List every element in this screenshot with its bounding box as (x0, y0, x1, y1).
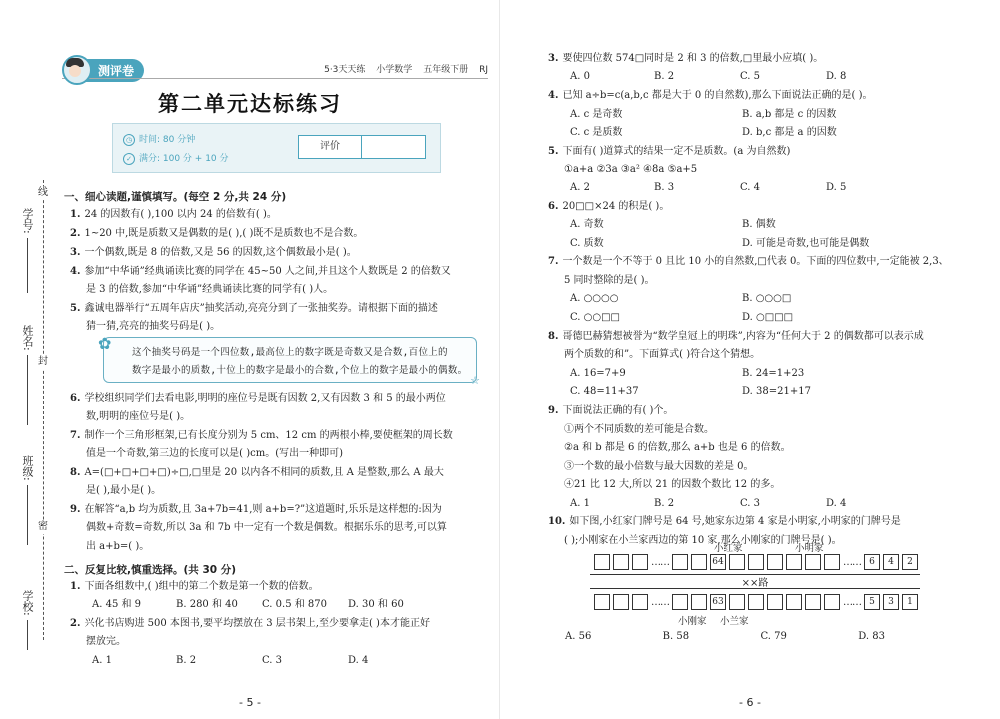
house-6: 6 (864, 554, 880, 570)
question-number: 1. (70, 209, 81, 220)
hint-line: 这个抽奖号码是一个四位数,最高位上的数字既是奇数又是合数,百位上的 (132, 347, 448, 358)
school-field (14, 590, 40, 650)
question-number: 5. (548, 146, 559, 157)
question-text: 是( ),最小是( )。 (86, 485, 162, 496)
evaluation-blank[interactable] (362, 136, 425, 158)
question-number: 3. (70, 247, 81, 258)
house-box (632, 594, 648, 610)
house-box (613, 594, 629, 610)
question-line (86, 484, 161, 498)
badge-label: 测评卷 (84, 59, 144, 82)
question-text: ④21 比 12 大,所以 21 的因数个数比 12 的多。 (564, 479, 781, 490)
question-text: A=(□+□+□+□)÷□,□里是 20 以内各不相同的质数,且 A 是整数,那么 A 最大 (84, 467, 444, 478)
bow-icon: ✿ (98, 334, 112, 353)
question-line (548, 200, 669, 214)
binding-line (43, 180, 44, 640)
score-text: 满分: 100 分 + 10 分 (139, 154, 229, 164)
house-box (786, 594, 802, 610)
ellipsis: …… (651, 596, 669, 608)
option-item[interactable]: C. c 是质数 (570, 127, 623, 138)
cut-mark-seal: 封 (38, 356, 48, 367)
question-number: 6. (70, 393, 81, 404)
house-box (691, 554, 707, 570)
road-name: ××路 (741, 578, 769, 589)
house-3: 3 (883, 594, 899, 610)
option-c[interactable]: C. 5 (740, 71, 761, 82)
section-heading (64, 562, 236, 577)
xiaogang-label: 小刚家 (678, 616, 707, 627)
option-item[interactable]: D. ○□□□ (742, 312, 794, 323)
score-row (123, 151, 229, 165)
name-field (14, 325, 40, 425)
question-text: 数,明明的座位号是( )。 (86, 411, 191, 422)
option-c[interactable]: C. 79 (760, 631, 787, 642)
question-text: 一、细心读题,谨慎填写。(每空 2 分,共 24 分) (64, 191, 287, 203)
question-number: 3. (548, 53, 559, 64)
question-line (564, 348, 760, 362)
house-box (613, 554, 629, 570)
question-number: 5. (70, 303, 81, 314)
house-box (672, 554, 688, 570)
street-diagram (590, 538, 920, 628)
xiaoming-label: 小明家 (795, 543, 824, 554)
option-a[interactable]: A. 2 (570, 182, 590, 193)
question-number: 6. (548, 201, 559, 212)
option-c[interactable]: C. 4 (740, 182, 761, 193)
house-5: 5 (864, 594, 880, 610)
house-box (805, 554, 821, 570)
question-number: 4. (548, 90, 559, 101)
option-d[interactable]: D. 5 (826, 182, 847, 193)
question-text: 制作一个三角形框架,已有长度分别为 5 cm、12 cm 的两根小棒,要使框架的周长数 (84, 430, 453, 441)
question-text: 是 3 的倍数,参加“中华诵”经典诵读比赛的同学有( )人。 (86, 284, 334, 295)
question-text: 值是一个奇数,第三边的长度可以是( )cm。(写出一种即可) (86, 448, 344, 459)
question-text: 摆放完。 (86, 636, 126, 647)
question-text: 参加“中华诵”经典诵读比赛的同学在 45~50 人之间,并且这个人数既是 2 的倍数又 (84, 266, 451, 277)
option-d[interactable]: D. 8 (826, 71, 847, 82)
option-b[interactable]: B. 2 (654, 71, 675, 82)
question-number: 7. (548, 256, 559, 267)
option-b[interactable]: B. 58 (662, 631, 690, 642)
option-d[interactable]: D. 30 和 60 (348, 599, 404, 610)
option-a[interactable]: A. 56 (565, 631, 592, 642)
question-text: 如下图,小红家门牌号是 64 号,她家东边第 4 家是小明家,小明家的门牌号是 (569, 516, 901, 527)
question-text: 鑫诚电器举行“五周年店庆”抽奖活动,亮亮分到了一张抽奖券。请根据下面的描述 (84, 303, 438, 314)
question-line (70, 227, 363, 241)
question-line (70, 302, 438, 316)
question-line (70, 503, 442, 517)
edition: RJ (479, 65, 488, 75)
question-number: 10. (548, 516, 566, 527)
question-text: 1~20 中,既是质数又是偶数的是( ),( )既不是质数也不是合数。 (84, 228, 364, 239)
option-b[interactable]: B. 3 (654, 182, 675, 193)
question-line (86, 635, 126, 649)
question-text: ③一个数的最小倍数与最大因数的差是 0。 (564, 461, 754, 472)
question-line (86, 521, 447, 535)
option-item[interactable]: D. 可能是奇数,也可能是偶数 (742, 238, 870, 249)
xiaohong-label: 小红家 (714, 543, 743, 554)
ellipsis: …… (843, 596, 861, 608)
house-box (632, 554, 648, 570)
option-a[interactable]: A. 1 (570, 498, 590, 509)
question-text: 要使四位数 574□同时是 2 和 3 的倍数,□里最小应填( )。 (562, 53, 824, 64)
class-label: 班级: (21, 455, 34, 481)
house-box (767, 554, 783, 570)
house-box (786, 554, 802, 570)
option-b[interactable]: B. 2 (654, 498, 675, 509)
section-heading (64, 189, 286, 204)
series-name: 5·3天天练 (324, 65, 366, 75)
question-line (548, 330, 924, 344)
question-line (86, 320, 220, 334)
hint-box (98, 334, 480, 387)
question-text: 在解答“a,b 均为质数,且 3a+7b=41,则 a+b=?”这道题时,乐乐是这样想的:因为 (84, 504, 442, 515)
name-label: 姓名: (21, 325, 34, 351)
question-text: 24 的因数有( ),100 以内 24 的倍数有( )。 (84, 209, 277, 220)
question-line (70, 392, 446, 406)
road-edge-bottom (590, 588, 920, 589)
house-box (824, 554, 840, 570)
question-line (548, 145, 790, 159)
question-text: 一个偶数,既是 8 的倍数,又是 56 的因数,这个偶数最小是( )。 (84, 247, 357, 258)
question-number: 2. (70, 228, 81, 239)
option-c[interactable]: C. 3 (740, 498, 761, 509)
house-box (672, 594, 688, 610)
question-text: 二、反复比较,慎重选择。(共 30 分) (64, 564, 237, 576)
question-text: 学校组织同学们去看电影,明明的座位号是既有因数 2,又有因数 3 和 5 的最小两位 (84, 393, 446, 404)
option-item[interactable]: C. ○○□□ (570, 312, 620, 323)
option-b[interactable]: B. 280 和 40 (176, 599, 238, 610)
question-line (548, 255, 949, 269)
question-number: 8. (548, 331, 559, 342)
question-line (70, 208, 277, 222)
question-text: 下面有( )道算式的结果一定不是质数。(a 为自然数) (562, 146, 791, 157)
header-rule (62, 78, 488, 79)
house-63: 63 (710, 594, 726, 610)
option-item[interactable]: A. ○○○○ (570, 293, 619, 304)
xiaolan-label: 小兰家 (720, 616, 749, 627)
option-item[interactable]: B. 偶数 (742, 219, 776, 230)
option-d[interactable]: D. 4 (826, 498, 847, 509)
q10-options (565, 630, 885, 644)
option-d[interactable]: D. 83 (858, 631, 885, 642)
option-item[interactable]: D. b,c 都是 a 的因数 (742, 127, 837, 138)
question-number: 8. (70, 467, 81, 478)
option-c[interactable]: C. 0.5 和 870 (262, 599, 327, 610)
student-avatar-icon (62, 55, 92, 85)
house-2: 2 (902, 554, 918, 570)
house-box (748, 554, 764, 570)
option-c[interactable]: C. 3 (262, 655, 283, 666)
house-box (594, 594, 610, 610)
option-item[interactable]: B. a,b 都是 c 的因数 (742, 109, 837, 120)
ellipsis: …… (843, 556, 861, 568)
page-number-right: - 6 - (739, 696, 761, 709)
question-line (70, 265, 451, 279)
question-number: 9. (548, 405, 559, 416)
option-item[interactable]: A. 16=7+9 (570, 368, 626, 379)
question-text: 兴化书店购进 500 本图书,要平均摆放在 3 层书架上,至少要拿走( )本才能正好 (84, 618, 430, 629)
question-number: 2. (70, 618, 81, 629)
option-d[interactable]: D. 4 (348, 655, 369, 666)
question-text: ②a 和 b 都是 6 的倍数,那么 a+b 也是 6 的倍数。 (564, 442, 791, 453)
question-text: 两个质数的和”。下面算式( )符合这个猜想。 (564, 349, 761, 360)
option-item[interactable]: C. 质数 (570, 238, 604, 249)
house-64: 64 (710, 554, 726, 570)
test-info-box (112, 123, 441, 173)
north-houses (594, 554, 921, 570)
question-line (548, 515, 901, 529)
clock-icon: ◷ (123, 134, 135, 146)
cut-mark-line: 线 (38, 187, 48, 198)
cut-mark-secret: 密 (38, 521, 48, 532)
question-line (86, 410, 190, 424)
question-line (564, 478, 780, 492)
question-line (70, 466, 444, 480)
question-number: 4. (70, 266, 81, 277)
question-line (548, 52, 823, 66)
question-line (86, 447, 343, 461)
question-text: 哥德巴赫猜想被誉为“数学皇冠上的明珠”,内容为“任何大于 2 的偶数都可以表示成 (562, 331, 924, 342)
house-box (824, 594, 840, 610)
test-badge (62, 55, 144, 85)
option-item[interactable]: D. 38=21+17 (742, 386, 811, 397)
book-info (316, 62, 488, 75)
question-line (548, 89, 873, 103)
question-number: 7. (70, 430, 81, 441)
south-houses (594, 594, 921, 610)
question-text: 一个数是一个不等于 0 且比 10 小的自然数,□代表 0。下面的四位数中,一定能被 2,3、 (562, 256, 949, 267)
question-text: ①a+a ②3a ③a² ④8a ⑤a+5 (564, 164, 698, 175)
ellipsis: …… (651, 556, 669, 568)
option-item[interactable]: B. ○○○□ (742, 293, 792, 304)
house-box (729, 594, 745, 610)
option-item[interactable]: A. 奇数 (570, 219, 604, 230)
time-text: 时间: 80 分钟 (139, 135, 196, 145)
house-box (691, 594, 707, 610)
option-b[interactable]: B. 2 (176, 655, 197, 666)
evaluation-label: 评价 (299, 136, 362, 158)
question-line (70, 580, 319, 594)
page-number-left: - 5 - (239, 696, 261, 709)
question-text: 下面说法正确的有( )个。 (562, 405, 674, 416)
question-line (564, 460, 754, 474)
question-text: 出 a+b=( )。 (86, 541, 150, 552)
question-text: 20□□×24 的积是( )。 (562, 201, 670, 212)
option-a[interactable]: A. 1 (92, 655, 112, 666)
student-id-label: 学号: (21, 208, 34, 234)
page-title: 第二单元达标练习 (158, 92, 342, 116)
question-line (86, 540, 149, 554)
question-text: 下面各组数中,( )组中的第二个数是第一个数的倍数。 (84, 581, 319, 592)
class-field (14, 455, 40, 545)
time-row (123, 132, 195, 146)
question-text: 5 同时整除的是( )。 (564, 275, 655, 286)
question-line (564, 423, 714, 437)
school-label: 学校: (21, 590, 34, 616)
question-line (564, 441, 791, 455)
option-item[interactable]: B. 24=1+23 (742, 368, 805, 379)
question-number: 1. (70, 581, 81, 592)
question-line (548, 404, 673, 418)
question-text: ( );小刚家在小兰家西边的第 10 家,那么小刚家的门牌号是( )。 (564, 535, 842, 546)
question-line (564, 274, 655, 288)
student-id-field (14, 208, 40, 293)
hint-line: 数字是最小的质数,十位上的数字是最小的合数,个位上的数字是最小的偶数。 (132, 365, 468, 376)
evaluation-table (298, 135, 426, 159)
house-box (748, 594, 764, 610)
star-icon: ☆ (470, 374, 480, 387)
house-box (729, 554, 745, 570)
question-line (70, 246, 357, 260)
check-icon: ✓ (123, 153, 135, 165)
question-number: 9. (70, 504, 81, 515)
grade: 五年级下册 (423, 65, 469, 75)
option-a[interactable]: A. 0 (570, 71, 590, 82)
question-line (70, 429, 453, 443)
question-text: 偶数+奇数=奇数,所以 3a 和 7b 中一定有一个数是偶数。根据乐乐的思考,可以算 (86, 522, 447, 533)
question-text: ①两个不同质数的差可能是合数。 (564, 424, 714, 435)
option-item[interactable]: C. 48=11+37 (570, 386, 639, 397)
subject: 小学数学 (376, 65, 413, 75)
option-item[interactable]: A. c 是奇数 (570, 109, 623, 120)
house-box (767, 594, 783, 610)
house-4: 4 (883, 554, 899, 570)
question-line (86, 283, 333, 297)
option-a[interactable]: A. 45 和 9 (92, 599, 142, 610)
house-box (805, 594, 821, 610)
question-text: 已知 a÷b=c(a,b,c 都是大于 0 的自然数),那么下面说法正确的是( )。 (562, 90, 873, 101)
house-box (594, 554, 610, 570)
question-line (70, 617, 430, 631)
question-line (564, 163, 697, 177)
question-text: 猜一猜,亮亮的抽奖号码是( )。 (86, 321, 221, 332)
house-1: 1 (902, 594, 918, 610)
